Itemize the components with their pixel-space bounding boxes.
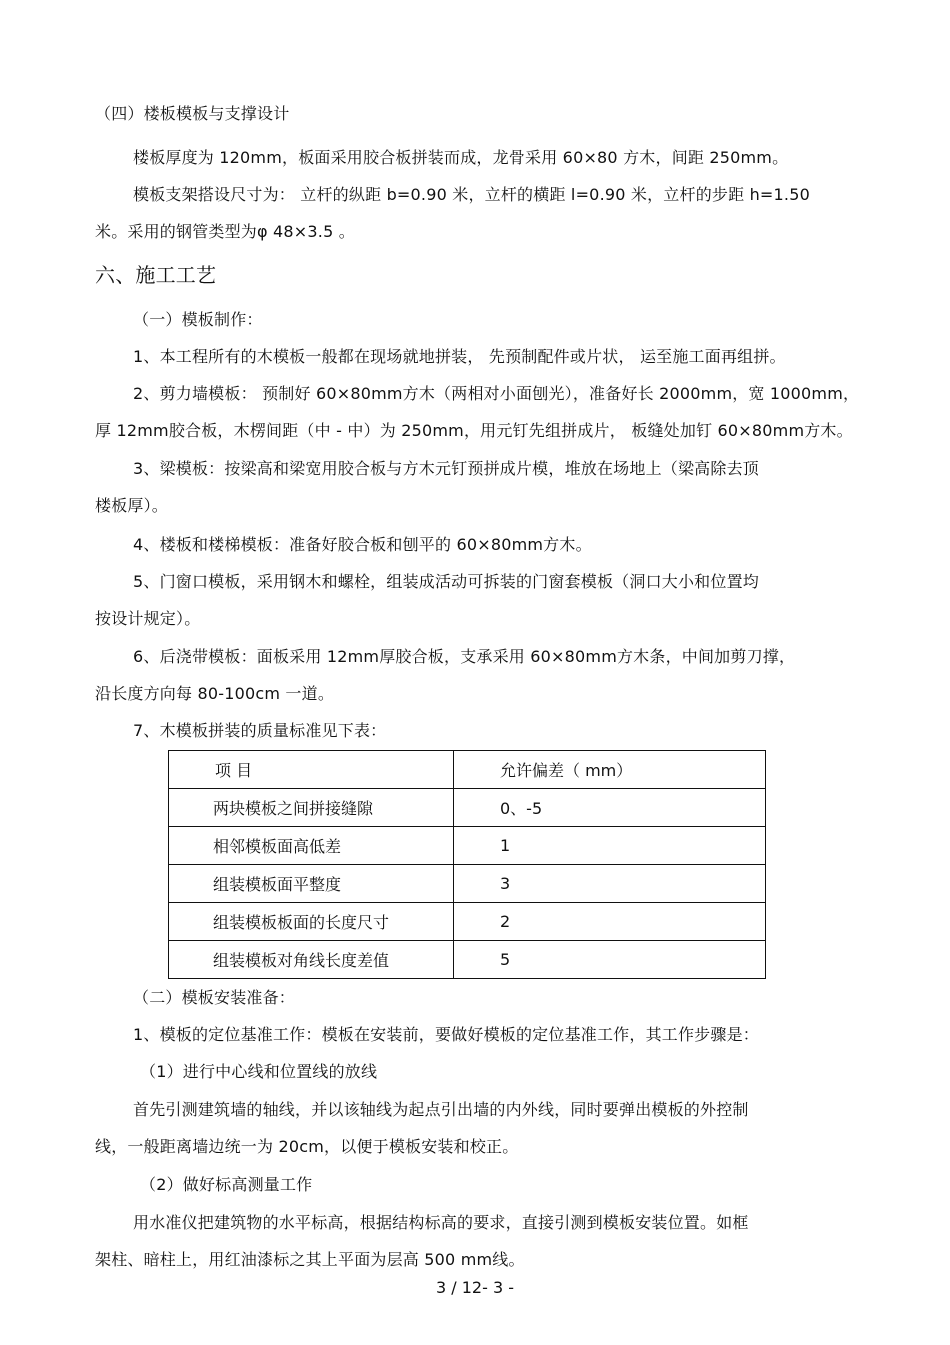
table-row: [169, 865, 766, 903]
item-2-line1: 2、剪力墙模板： 预制好 60×80mm方木（两相对小面刨光），准备好长 2000mm，宽 1000mm，: [133, 384, 860, 403]
step-1-line1: 首先引测建筑墙的轴线，并以该轴线为起点引出墙的内外线，同时要弹出模板的外控制: [133, 1100, 749, 1119]
table-cell-item: 两块模板之间拼接缝隙: [169, 789, 454, 827]
quality-standard-table: [168, 750, 766, 979]
table-cell-tolerance: 3: [454, 865, 766, 903]
table-cell-item: 组装模板板面的长度尺寸: [169, 903, 454, 941]
item-4: 4、楼板和楼梯模板：准备好胶合板和刨平的 60×80mm方木。: [133, 535, 592, 554]
chapter-6-title: 六、施工工艺: [95, 263, 217, 287]
step-1-line2: 线，一般距离墙边统一为 20cm，以便于模板安装和校正。: [95, 1137, 519, 1156]
item-5-line1: 5、门窗口模板，采用钢木和螺栓，组装成活动可拆装的门窗套模板（洞口大小和位置均: [133, 572, 759, 591]
table-cell-tolerance: 1: [454, 827, 766, 865]
table-cell-item: 组装模板面平整度: [169, 865, 454, 903]
support-size-paragraph-line2: 米。采用的钢管类型为φ 48×3.5 。: [95, 222, 355, 241]
table-header-item: 项 目: [169, 751, 454, 789]
table-cell-tolerance: 0、-5: [454, 789, 766, 827]
section-4-title: （四）楼板模板与支撑设计: [95, 104, 290, 123]
subsection-1-title: （一）模板制作：: [133, 310, 263, 329]
step-2-line2: 架柱、暗柱上，用红油漆标之其上平面为层高 500 mm线。: [95, 1250, 525, 1269]
subsection-2-title: （二）模板安装准备：: [133, 988, 296, 1007]
table-row: [169, 903, 766, 941]
step-1-title: （1）进行中心线和位置线的放线: [140, 1062, 378, 1081]
item-6-line2: 沿长度方向每 80-100cm 一道。: [95, 684, 335, 703]
table-row: [169, 789, 766, 827]
item-2-line2: 厚 12mm胶合板，木楞间距（中 - 中）为 250mm，用元钉先组拼成片， 板缝处加钉 60×80mm方木。: [95, 421, 853, 440]
table-cell-tolerance: 5: [454, 941, 766, 979]
table-cell-item: 组装模板对角线长度差值: [169, 941, 454, 979]
table-cell-item: 相邻模板面高低差: [169, 827, 454, 865]
step-2-title: （2）做好标高测量工作: [140, 1175, 313, 1194]
page-number: 3 / 12- 3 -: [436, 1278, 514, 1297]
table-row: [169, 827, 766, 865]
install-item-1: 1、模板的定位基准工作：模板在安装前，要做好模板的定位基准工作，其工作步骤是：: [133, 1025, 759, 1044]
item-5-line2: 按设计规定）。: [95, 609, 201, 628]
step-2-line1: 用水准仪把建筑物的水平标高，根据结构标高的要求，直接引测到模板安装位置。如框: [133, 1213, 749, 1232]
table-header-row: [169, 751, 766, 789]
item-1: 1、本工程所有的木模板一般都在现场就地拼装， 先预制配件或片状， 运至施工面再组拼。: [133, 347, 786, 366]
item-7: 7、木模板拼装的质量标准见下表：: [133, 721, 387, 740]
support-size-paragraph-line1: 模板支架搭设尺寸为： 立杆的纵距 b=0.90 米，立杆的横距 l=0.90 米，立杆的步距 h=1.50: [133, 185, 810, 204]
table-row: [169, 941, 766, 979]
item-3-line2: 楼板厚）。: [95, 496, 169, 515]
item-6-line1: 6、后浇带模板：面板采用 12mm厚胶合板，支承采用 60×80mm方木条，中间加剪刀撑，: [133, 647, 796, 666]
item-3-line1: 3、梁模板：按梁高和梁宽用胶合板与方木元钉预拼成片模，堆放在场地上（梁高除去顶: [133, 459, 759, 478]
table-cell-tolerance: 2: [454, 903, 766, 941]
floor-thickness-paragraph: 楼板厚度为 120mm，板面采用胶合板拼装而成，龙骨采用 60×80 方木，间距 250mm。: [133, 148, 789, 167]
table-header-tolerance: 允许偏差（ mm）: [454, 751, 766, 789]
